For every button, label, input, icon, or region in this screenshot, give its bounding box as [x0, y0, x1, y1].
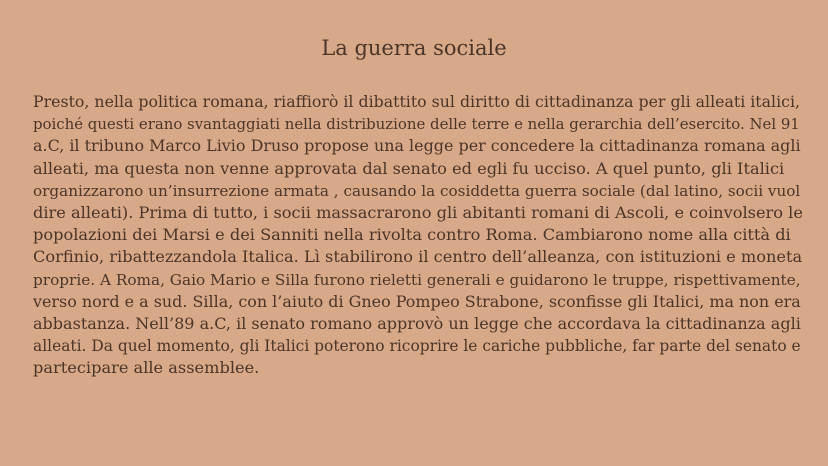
paragraph-line: alleati, ma questa non venne approvata dal senato ed egli fu ucciso. A quel punto, gli Italici: [33, 158, 785, 178]
paragraph-line: popolazioni dei Marsi e dei Sanniti nella rivolta contro Roma. Cambiarono nome alla città di: [33, 225, 791, 245]
paragraph-line: dire alleati). Prima di tutto, i socii massacrarono gli abitanti romani di Ascoli, e coinvolsero le: [33, 203, 803, 223]
body-paragraph: [33, 91, 803, 380]
page-title: La guerra sociale: [321, 36, 507, 60]
paragraph-line: Corfinio, ribattezzandola Italica. Lì stabilirono il centro dell’alleanza, con istituzioni e moneta: [33, 247, 803, 267]
paragraph-line: Presto, nella politica romana, riaffiorò il dibattito sul diritto di cittadinanza per gli alleati italici,: [33, 92, 800, 111]
paragraph-line: organizzarono un’insurrezione armata , causando la cosiddetta guerra sociale (dal latino, socii vuol: [33, 181, 801, 200]
paragraph-line: partecipare alle assemblee.: [33, 358, 260, 378]
paragraph-line: poiché questi erano svantaggiati nella distribuzione delle terre e nella gerarchia dell’esercito. Nel 91: [33, 115, 800, 134]
paragraph-line: abbastanza. Nell’89 a.C, il senato romano approvò un legge che accordava la cittadinanza agli: [33, 314, 801, 334]
paragraph-line: a.C, il tribuno Marco Livio Druso propose una legge per concedere la cittadinanza romana agli: [33, 136, 801, 156]
paragraph-line: proprie. A Roma, Gaio Mario e Silla furono rieletti generali e guidarono le truppe, rispettivamente,: [33, 270, 801, 289]
paragraph-line: verso nord e a sud. Silla, con l’aiuto di Gneo Pompeo Strabone, sconfisse gli Italici, ma non era: [33, 291, 801, 311]
paragraph-line: alleati. Da quel momento, gli Italici poterono ricoprire le cariche pubbliche, far parte del senato e: [33, 337, 801, 356]
